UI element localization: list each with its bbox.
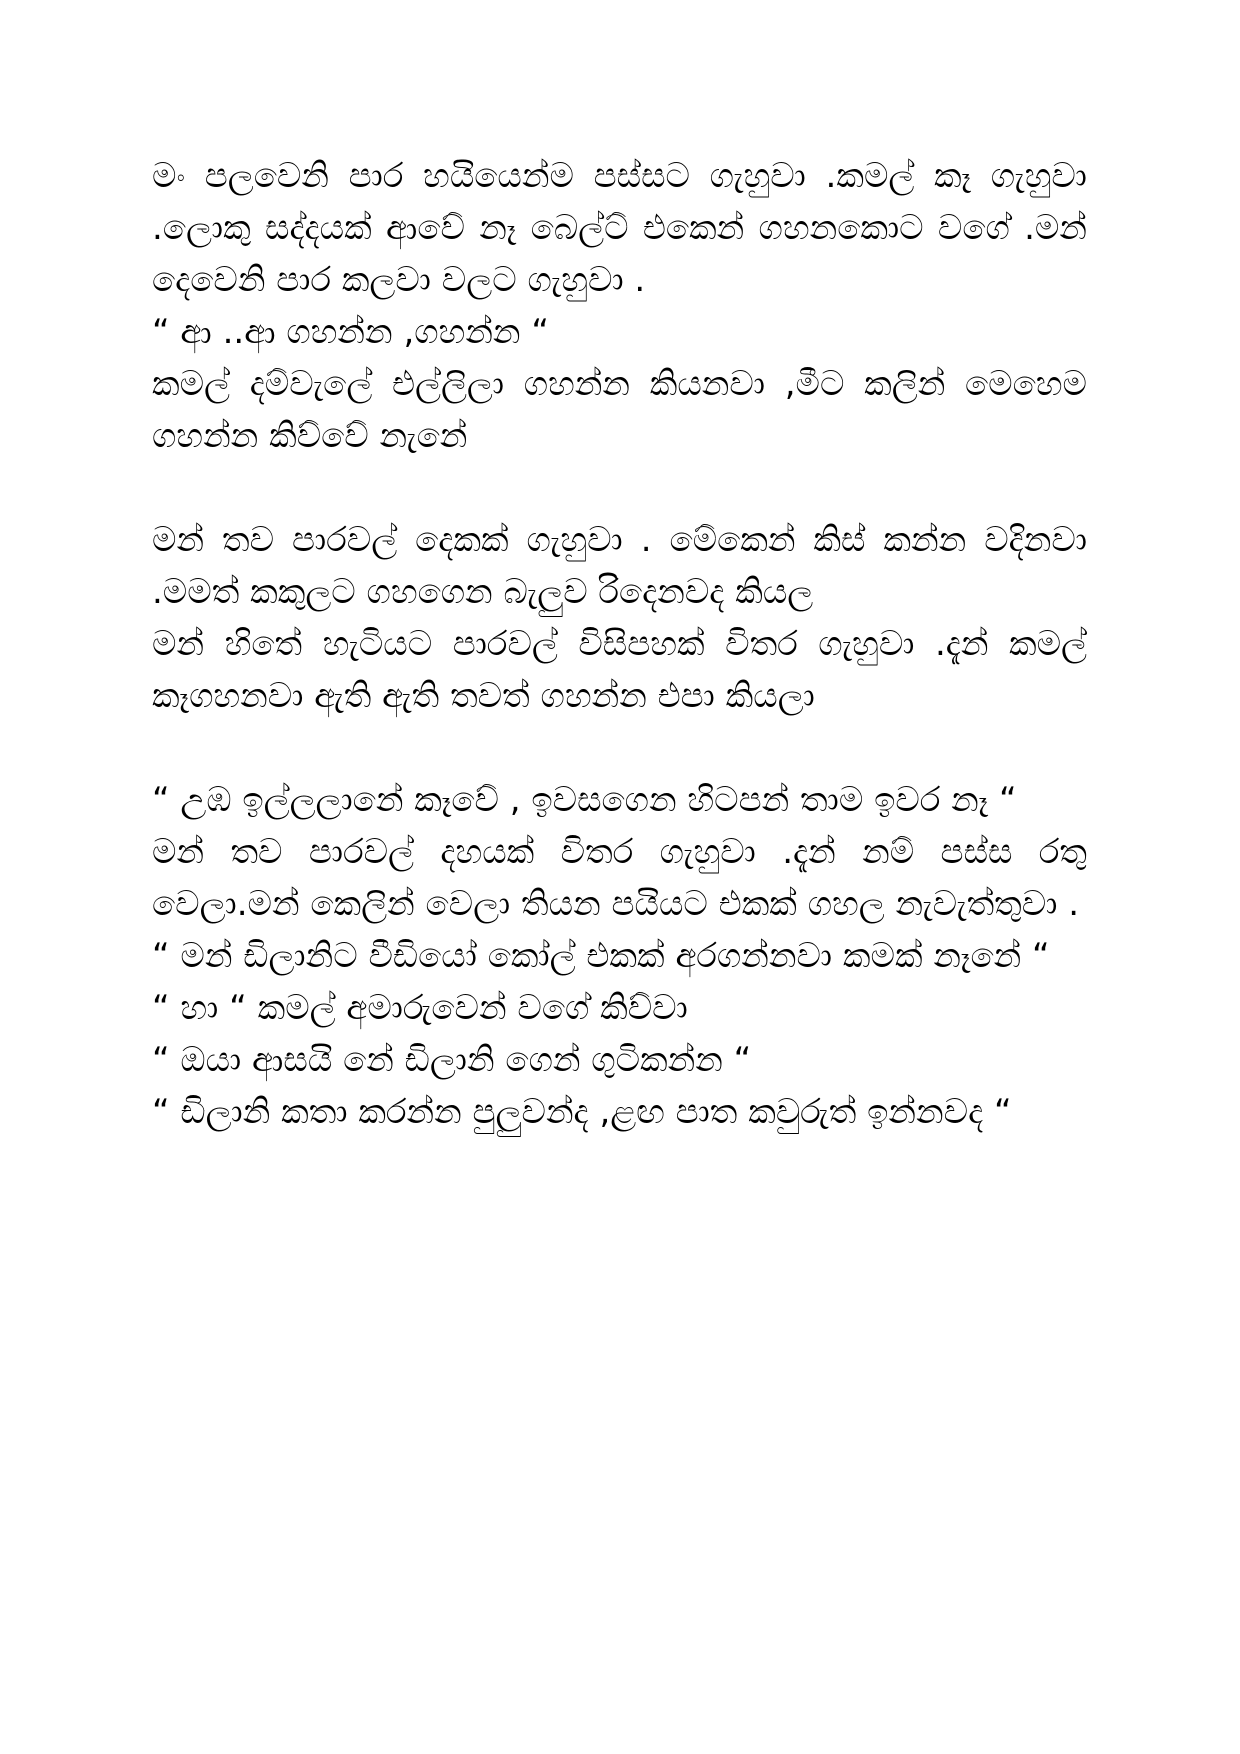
document-body xyxy=(152,150,1087,1138)
paragraph: “ මන් ඩිලානිට වීඩියෝ කෝල් එකක් අරගන්නවා කමක් නෑනේ “ xyxy=(152,936,1050,976)
paragraph: “ හා “ කමල් අමාරුවෙන් වගේ කිව්වා xyxy=(152,988,688,1028)
paragraph: මන් හිතේ හැටියට පාරවල් විසිපහක් විතර ගැහුවා .දැන් කමල් කෑගහනවා ඇති ඇති තවත් ගහන්න එපා කියලා xyxy=(152,624,1087,716)
paragraph: කමල් දම්වැලේ එල්ලිලා ගහන්න කියනවා ,මීට කලින් මෙහෙම ගහන්න කිව්වේ නැනේ xyxy=(152,364,1087,456)
paragraph: “ උඹ ඉල්ලලානේ කෑවේ , ඉවසගෙන හිටපන් තාම ඉවර නෑ “ xyxy=(152,780,1017,820)
paragraph: මන් තව පාරවල් දහයක් විතර ගැහුවා .දැන් නම් පස්ස රතු වෙලා.මන් කෙලින් වෙලා තියන පයියට එකක් ගහල නැවැත්තුවා . xyxy=(152,832,1087,924)
paragraph: “ ඩිලානි කතා කරන්න පුලුවන්ද ,ළඟ පාත කවුරුත් ඉන්නවද “ xyxy=(152,1092,1012,1132)
paragraph: මං පලවෙනි පාර හයියෙන්ම පස්සට ගැහුවා .කමල් කෑ ගැහුවා .ලොකු සද්දයක් ආවේ නෑ බෙල්ට් එකෙන් ගහනකොට වගේ .මන් දෙවෙනි පාර කලවා වලට ගැහුවා . xyxy=(152,156,1087,300)
paragraph: “ ඔයා ආසයි නේ ඩිලානි ගෙන් ගුටිකන්න “ xyxy=(152,1040,752,1080)
paragraph: මන් තව පාරවල් දෙකක් ගැහුවා . මේකෙන් කිස් කන්න වදිනවා .මමත් කකුලට ගහගෙන බැලුව රිදෙනවද කියල xyxy=(152,520,1087,612)
paragraph: “ ආ ..ආ ගහන්න ,ගහන්න “ xyxy=(152,312,549,352)
